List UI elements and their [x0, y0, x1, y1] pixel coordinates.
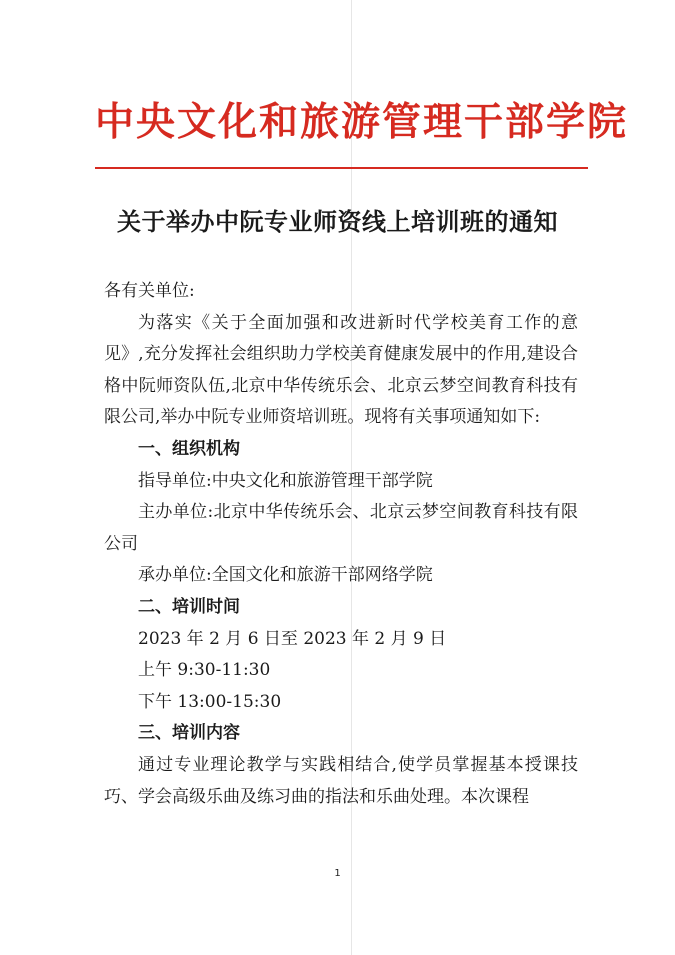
notice-body: [104, 276, 578, 813]
salutation: 各有关单位:: [104, 281, 195, 301]
letterhead-institution-name: 中央文化和旅游管理干部学院: [95, 100, 629, 145]
organizer-unit-line: 承办单位:全国文化和旅游干部网络学院: [138, 565, 433, 586]
content-paragraph: 通过专业理论教学与实践相结合,使学员掌握基本授课技巧、学会高级乐曲及练习曲的指法和乐曲处理。本次课程: [104, 754, 578, 807]
schedule-morning: 上午 9:30-11:30: [138, 660, 271, 681]
host-unit-line: 主办单位:北京中华传统乐会、北京云梦空间教育科技有限公司: [104, 502, 578, 554]
intro-paragraph: 为落实《关于全面加强和改进新时代学校美育工作的意见》,充分发挥社会组织助力学校美育健康发展中的作用,建设合格中阮师资队伍,北京中华传统乐会、北京云梦空间教育科技有限公司,举办中阮专业师资培训班。现将有关事项通知如下:: [104, 312, 578, 428]
section-heading-organization: 一、组织机构: [138, 438, 240, 459]
section-heading-schedule: 二、培训时间: [138, 596, 240, 617]
page-number: 1: [334, 868, 341, 879]
schedule-date-range: 2023 年 2 月 6 日至 2023 年 2 月 9 日: [138, 628, 447, 649]
schedule-afternoon: 下午 13:00-15:30: [138, 691, 282, 712]
section-heading-content: 三、培训内容: [138, 723, 240, 744]
letterhead-red-rule: [95, 167, 588, 169]
notice-title: 关于举办中阮专业师资线上培训班的通知: [117, 208, 558, 236]
guiding-unit-line: 指导单位:中央文化和旅游管理干部学院: [138, 470, 433, 491]
